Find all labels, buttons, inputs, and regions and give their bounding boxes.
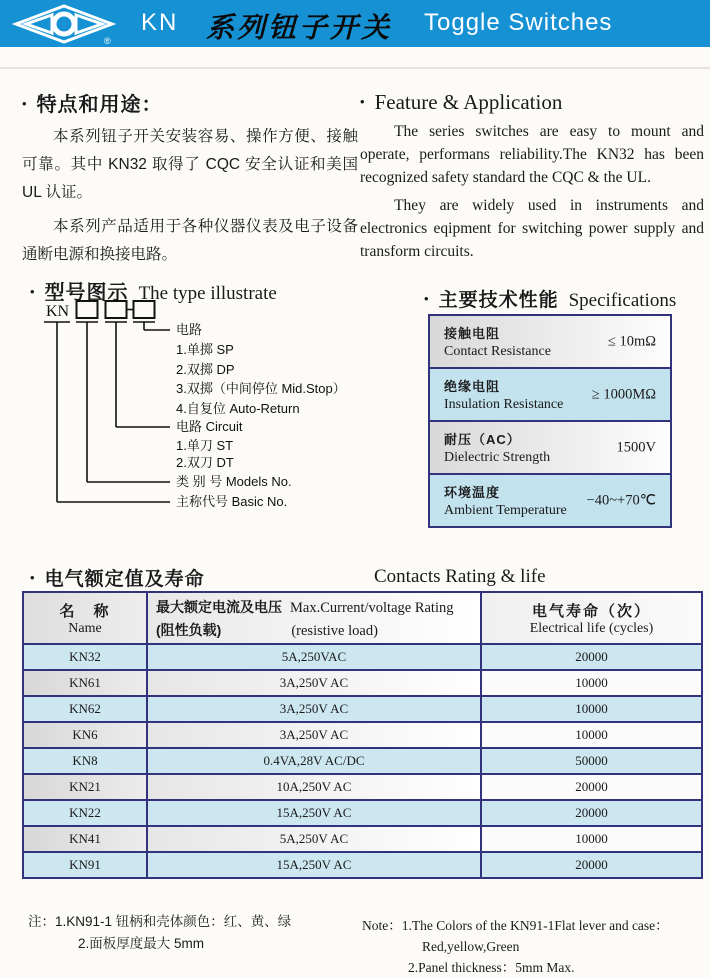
diagram-label-models-no: 类 别 号 Models No. xyxy=(176,474,292,489)
features-paragraph-cn-2: 本系列产品适用于各种仪器仪表及电子设备通断电源和换接电路。 xyxy=(22,218,358,263)
cell-life: 10000 xyxy=(481,670,702,696)
diagram-label-circuit: 电路 Circuit xyxy=(176,419,243,434)
rating-title-cn: 电气额定值及寿命 xyxy=(44,569,205,590)
col-header-name xyxy=(23,592,147,644)
note-en xyxy=(362,915,669,978)
cell-rating: 0.4VA,28V AC/DC xyxy=(147,748,481,774)
specifications-table xyxy=(428,314,672,528)
features-paragraph-cn-1: 本系列钮子开关安装容易、操作方便、接触可靠。其中 KN32 取得了 CQC 安全认证和美国 UL 认证。 xyxy=(22,128,358,201)
bullet-icon: • xyxy=(30,284,35,299)
bullet-icon: • xyxy=(424,291,429,306)
features-title-en: Feature & Application xyxy=(374,90,563,114)
cell-life: 50000 xyxy=(481,748,702,774)
cell-rating: 3A,250V AC xyxy=(147,696,481,722)
spec-value: ≤ 10mΩ xyxy=(607,333,656,349)
specifications-title-en: Specifications xyxy=(568,290,677,311)
col-header-rating-cn2: (阻性负载) xyxy=(156,621,222,638)
bullet-icon: • xyxy=(22,96,27,111)
table-row-kn61 xyxy=(23,670,702,696)
spec-label-en: Insulation Resistance xyxy=(444,397,564,412)
cell-life: 10000 xyxy=(481,722,702,748)
spec-row-contact-resistance xyxy=(430,316,670,369)
spec-value: ≥ 1000MΩ xyxy=(591,386,656,402)
note-en-line3: 2.Panel thickness：5mm Max. xyxy=(408,960,575,975)
model-box-2 xyxy=(106,301,127,318)
diagram-label-sp: 1.单掷 SP xyxy=(176,342,234,357)
diagram-label-circuit-pole: 电路 xyxy=(176,322,203,337)
table-row-kn8 xyxy=(23,748,702,774)
spec-label-en: Ambient Temperature xyxy=(444,503,567,518)
table-row-kn21 xyxy=(23,774,702,800)
spec-label-cn: 耐压（AC） xyxy=(444,432,521,447)
rating-header-row xyxy=(23,592,702,644)
header-series-code: KN xyxy=(141,9,179,36)
cell-life: 10000 xyxy=(481,826,702,852)
rating-table xyxy=(22,591,703,879)
rating-title xyxy=(30,564,205,591)
note-cn-line2: 2.面板厚度最大 5mm xyxy=(78,936,205,951)
spec-row-ambient-temperature xyxy=(430,475,670,526)
header-bar xyxy=(0,0,710,47)
type-illustrate-title-en: The type illustrate xyxy=(138,283,277,304)
spec-label-en: Contact Resistance xyxy=(444,344,551,359)
brand-diamond-eye-logo xyxy=(12,3,124,45)
note-cn xyxy=(28,911,291,955)
diagram-label-dt: 2.双刀 DT xyxy=(176,455,234,470)
cell-name: KN61 xyxy=(23,670,147,696)
spec-value: 1500V xyxy=(616,439,656,455)
header-divider-line xyxy=(0,67,710,69)
col-header-name-en: Name xyxy=(68,620,102,636)
col-header-name-cn: 名 称 xyxy=(59,602,111,620)
cell-life: 10000 xyxy=(481,696,702,722)
diagram-label-basic-no: 主称代号 Basic No. xyxy=(176,494,288,509)
cell-life: 20000 xyxy=(481,852,702,878)
features-section-en xyxy=(360,90,704,263)
bullet-icon: • xyxy=(360,94,365,109)
note-en-line2: Red,yellow,Green xyxy=(422,939,520,954)
table-row-kn41 xyxy=(23,826,702,852)
diagram-label-dp: 2.双掷 DP xyxy=(176,362,235,377)
diagram-prefix: KN xyxy=(46,303,70,320)
spec-label-cn: 环境温度 xyxy=(444,485,501,500)
table-row-kn91 xyxy=(23,852,702,878)
col-header-rating-en: Max.Current/voltage Rating xyxy=(290,599,454,616)
bullet-icon: • xyxy=(30,570,35,585)
diagram-label-midstop: 3.双掷（中间停位 Mid.Stop） xyxy=(176,381,346,396)
col-header-life-cn: 电气寿命（次） xyxy=(531,602,651,620)
spec-label-en: Dielectric Strength xyxy=(444,450,551,465)
features-title-cn: 特点和用途： xyxy=(36,94,163,116)
cell-name: KN21 xyxy=(23,774,147,800)
model-box-3 xyxy=(134,301,155,318)
cell-name: KN41 xyxy=(23,826,147,852)
cell-rating: 5A,250VAC xyxy=(147,644,481,670)
spec-label-cn: 接触电阻 xyxy=(444,326,501,341)
cell-life: 20000 xyxy=(481,774,702,800)
cell-name: KN32 xyxy=(23,644,147,670)
col-header-rating-en2: (resistive load) xyxy=(291,622,378,639)
rating-title-en: Contacts Rating & life xyxy=(374,566,546,587)
cell-name: KN62 xyxy=(23,696,147,722)
col-header-life-en: Electrical life (cycles) xyxy=(529,620,654,636)
note-en-line1: Note：1.The Colors of the KN91-1Flat lever and case： xyxy=(362,918,669,933)
specifications-title-cn: 主要技术性能 xyxy=(438,290,559,311)
note-cn-line1: 注：1.KN91-1 钮柄和壳体颜色：红、黄、绿 xyxy=(28,914,292,929)
table-row-kn6 xyxy=(23,722,702,748)
header-series-title-cn: 系列钮子开关 xyxy=(206,12,393,43)
specifications-title xyxy=(424,285,676,312)
cell-name: KN6 xyxy=(23,722,147,748)
col-header-rating xyxy=(147,592,481,644)
registered-mark: ® xyxy=(104,36,111,45)
cell-name: KN8 xyxy=(23,748,147,774)
features-paragraph-en-2: They are widely used in instruments and electronics eqipment for switching power supply and transform circuits. xyxy=(360,197,704,260)
diagram-label-auto-return: 4.自复位 Auto-Return xyxy=(176,401,300,416)
col-header-life xyxy=(481,592,702,644)
cell-rating: 15A,250V AC xyxy=(147,800,481,826)
table-row-kn32 xyxy=(23,644,702,670)
cell-life: 20000 xyxy=(481,644,702,670)
col-header-rating-cn: 最大额定电流及电压 xyxy=(156,598,282,615)
cell-rating: 3A,250V AC xyxy=(147,722,481,748)
model-number-diagram xyxy=(40,297,400,532)
cell-rating: 15A,250V AC xyxy=(147,852,481,878)
type-illustrate-title-cn: 型号图示 xyxy=(44,282,129,304)
features-paragraph-en-1: The series switches are easy to mount and operate, performans reliability.The KN32 has been recognized safety standard the CQC & the UL. xyxy=(360,123,704,186)
cell-life: 20000 xyxy=(481,800,702,826)
cell-rating: 5A,250V AC xyxy=(147,826,481,852)
cell-name: KN22 xyxy=(23,800,147,826)
spec-row-dielectric-strength xyxy=(430,422,670,475)
header-title-en: Toggle Switches xyxy=(424,9,613,36)
table-row-kn62 xyxy=(23,696,702,722)
model-box-1 xyxy=(77,301,98,318)
spec-row-insulation-resistance xyxy=(430,369,670,422)
diagram-label-st: 1.单刀 ST xyxy=(176,438,234,453)
table-row-kn22 xyxy=(23,800,702,826)
cell-rating: 3A,250V AC xyxy=(147,670,481,696)
features-section-cn xyxy=(22,88,358,269)
cell-rating: 10A,250V AC xyxy=(147,774,481,800)
cell-name: KN91 xyxy=(23,852,147,878)
spec-label-cn: 绝缘电阻 xyxy=(444,379,501,394)
spec-value: −40~+70℃ xyxy=(586,492,656,508)
